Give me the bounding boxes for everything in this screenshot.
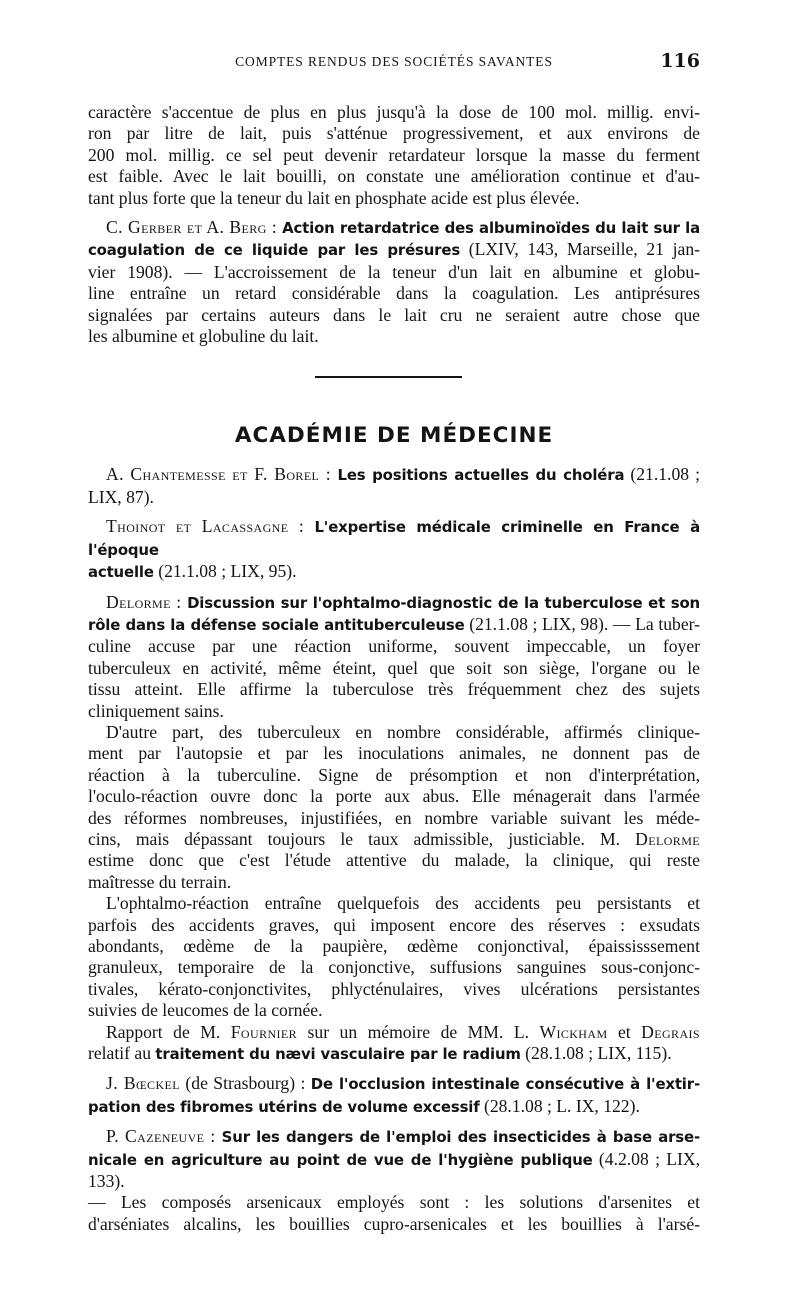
text-line: J. Bœckel (de Strasbourg) : De l'occlusion intestinale consécutive à l'extir- [106, 1073, 700, 1094]
text-line: maîtresse du terrain. [88, 871, 232, 892]
text-line: tant plus forte que la teneur du lait en phosphate acide est plus élevée. [88, 187, 580, 208]
text-line: tissu atteint. Elle affirme la tuberculose très fréquemment chez des sujets [88, 679, 700, 700]
text-line [88, 592, 700, 614]
author-name: Delorme [635, 828, 700, 849]
entry-delorme [88, 592, 700, 722]
text-line: ment par l'autopsie et par les inoculations animales, ne donnent pas de [88, 743, 700, 764]
author-name: Degrais [641, 1021, 700, 1042]
page-number: 116 [660, 50, 700, 72]
text-line: L'ophtalmo-réaction entraîne quelquefois des accidents peu persistants et [106, 893, 700, 914]
text-line: caractère s'accentue de plus en plus jusqu'à la dose de 100 mol. millig. envi- [88, 102, 700, 122]
paragraph-continuation [88, 102, 700, 209]
text-line: culine accuse par une réaction uniforme, souvent impeccable, un foyer [88, 636, 700, 657]
text-line: parfois des accidents graves, qui imposent encore des réserves : exsudats [88, 914, 700, 935]
text-line: ron par litre de lait, puis s'atténue progressivement, et aux environs de [88, 123, 700, 144]
entry-reference: (21.1.08 ; [624, 464, 700, 485]
entry-title: Discussion sur l'ophtalmo-diagnostic de la tuberculose et son [187, 593, 700, 612]
entry-title: Sur les dangers de l'emploi des insecticides à base arse- [221, 1128, 700, 1147]
entry-authors: A. Chantemesse et F. Borel : [106, 464, 338, 485]
entry-title: coagulation de ce liquide par les présures [88, 241, 461, 260]
entry-boeckel [88, 1073, 700, 1118]
author-name: Fournier [230, 1021, 298, 1042]
text-line [88, 1096, 700, 1118]
text-line: cliniquement sains. [88, 700, 224, 721]
entry-thoinot-lacassagne [88, 516, 700, 583]
entry-title: pation des fibromes utérins de volume excessif [88, 1097, 480, 1116]
running-head [88, 52, 700, 76]
text-line: — Les composés arsenicaux employés sont : les solutions d'arsenites et [88, 1192, 700, 1213]
paragraph [88, 893, 700, 1021]
section-heading: ACADÉMIE DE MÉDECINE [234, 423, 554, 449]
text-line: Rapport de M. Fournier sur un mémoire de MM. L. Wickham et Degrais [106, 1021, 700, 1042]
text-line [88, 516, 700, 561]
entry-authors: J. Bœckel [106, 1073, 180, 1094]
paragraph-rapport [88, 1022, 700, 1066]
entry-chantemesse-borel [88, 464, 700, 508]
text-line: 200 mol. millig. ce sel peut devenir retardateur lorsque la masse du ferment [88, 144, 700, 165]
entry-authors: Thoinot et Lacassagne : [106, 516, 315, 537]
entry-title: traitement du nævi vasculaire par le radium [155, 1045, 521, 1064]
text-line: tivales, kérato-conjonctivites, phlycténulaires, vives ulcérations persistantes [88, 978, 700, 999]
text-line: l'oculo-réaction ouvre donc la porte aux abus. Elle ménagerait dans l'armée [88, 786, 700, 807]
text-line [88, 464, 700, 486]
text-line: est faible. Avec le lait bouilli, on constate une amélioration continue et d'au- [88, 166, 700, 187]
text-line [88, 561, 700, 583]
text-line: les albumine et globuline du lait. [88, 326, 319, 347]
running-head-title: COMPTES RENDUS DES SOCIÉTÉS SAVANTES [235, 54, 553, 69]
text-line [88, 614, 700, 636]
entry-authors: P. Cazeneuve : [106, 1126, 222, 1147]
entry-authors: C. Gerber et A. Berg : [106, 217, 283, 238]
entry-title: actuelle [88, 563, 154, 582]
section-divider [88, 347, 700, 408]
entry-title: rôle dans la défense sociale antituberculeuse [88, 615, 465, 634]
paragraph [88, 722, 700, 893]
text-line: LIX, 87). [88, 486, 154, 507]
entry-reference: (28.1.08 ; LIX, 115). [520, 1043, 672, 1064]
text-line: relatif au traitement du nævi vasculaire par le radium (28.1.08 ; LIX, 115). [88, 1043, 672, 1064]
entry-gerber-berg [88, 217, 700, 347]
text-line [88, 1149, 700, 1193]
text-line: estime donc que c'est l'étude attentive du malade, la clinique, qui reste [88, 850, 700, 871]
text-line: d'arséniates alcalins, les bouillies cupro-arsenicales et les bouillies à l'arsé- [88, 1213, 700, 1234]
text-line: tuberculeux en activité, même éteint, quel que soit son siège, l'organe ou le [88, 657, 700, 678]
entry-title: Les positions actuelles du choléra [337, 466, 625, 485]
entry-reference: (21.1.08 ; LIX, 98). — La tuber- [464, 613, 700, 634]
text-line: suivies de leucomes de la cornée. [88, 1000, 323, 1021]
text-line [88, 239, 700, 261]
entry-authors: Delorme : [106, 591, 188, 612]
entry-title: De l'occlusion intestinale consécutive à l'extir- [310, 1075, 700, 1094]
text-line [88, 1126, 700, 1148]
text-line: granuleux, temporaire de la conjonctive, suffusions sanguines sous-conjonc- [88, 957, 700, 978]
text-line: D'autre part, des tuberculeux en nombre considérable, affirmés clinique- [106, 721, 700, 742]
entry-reference: (4.2.08 ; LIX, 133). [88, 1148, 700, 1192]
body-text [88, 102, 700, 1235]
entry-cazeneuve [88, 1126, 700, 1235]
entry-reference: (28.1.08 ; L. IX, 122). [479, 1095, 640, 1116]
text-line: cins, mais dépassant toujours le taux admissible, justiciable. M. Delorme [88, 828, 700, 849]
text-line: réaction à la tuberculine. Signe de présomption et non d'interprétation, [88, 764, 700, 785]
text-line: vier 1908). — L'accroissement de la teneur d'un lait en albumine et globu- [88, 261, 700, 282]
entry-reference: (LXIV, 143, Marseille, 21 jan- [460, 239, 700, 260]
text-line: des réformes nombreuses, injustifiées, en nombre variable suivant les méde- [88, 807, 700, 828]
text-line: line entraîne un retard considérable dans la coagulation. Les antiprésures [88, 283, 700, 304]
text-line [88, 217, 700, 239]
entry-reference: (21.1.08 ; LIX, 95). [153, 561, 297, 582]
author-name: Wickham [539, 1021, 608, 1042]
entry-title: Action retardatrice des albuminoïdes du lait sur la [282, 219, 700, 238]
entry-title: nicale en agriculture au point de vue de l'hygiène publique [88, 1150, 593, 1169]
text-line: signalées par certains auteurs dans le lait cru ne seraient autre chose que [88, 304, 700, 325]
entry-title: L'expertise médicale criminelle en France à l'époque [88, 518, 700, 559]
text-line: abondants, œdème de la paupière, œdème conjonctival, épaississsement [88, 936, 700, 956]
